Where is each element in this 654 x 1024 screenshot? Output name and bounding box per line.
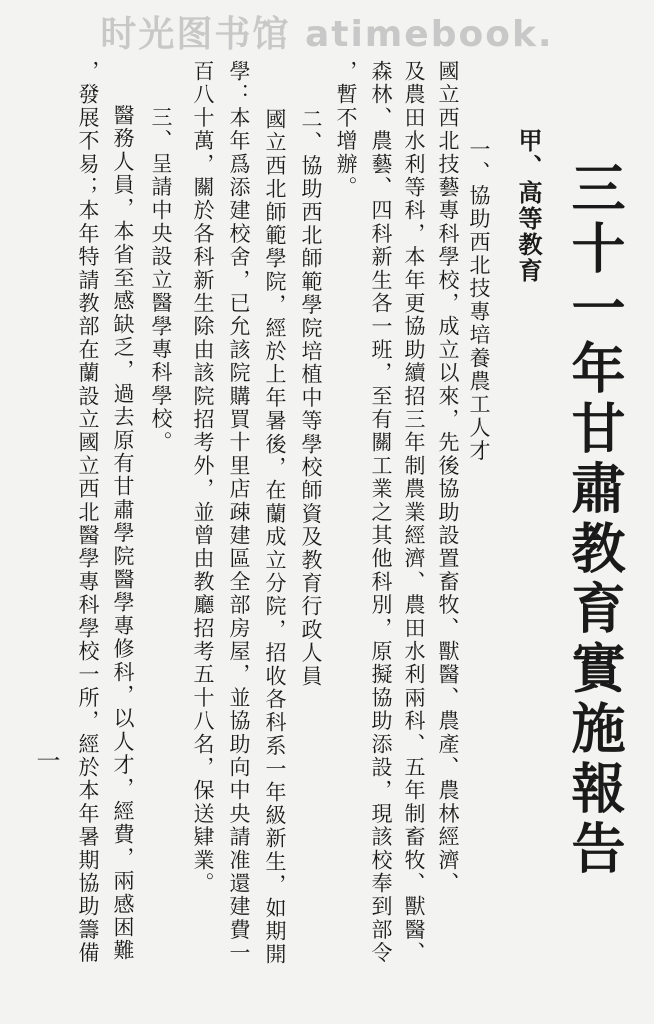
text-column: 二、協助西北師範學院培植中等學校師資及教育行政人員 [299,108,323,688]
text-column: 學：本年爲添建校舍，已允該院購買十里店疎建區全部房屋，並協助向中央請准還建費一 [227,60,251,965]
watermark: 时光图书馆 atimebook. [100,14,554,55]
page-title: 三十一年甘肅教育實施報告 [563,160,627,880]
text-column: 森林、農藝、四科新生各一班，至有關工業之其他科別，原擬協助添設，現該校奉到部令 [369,60,393,965]
text-column: 醫務人員，本省至感缺乏，過去原有甘肅學院醫學專修科，以人才，經費，兩感困難 [111,104,135,963]
text-column: 國立西北師範學院，經於上年暑後，在蘭成立分院，招收各科系一年級新生，如期開 [263,108,287,967]
text-column: 三、呈請中央設立醫學專科學校。 [149,106,173,454]
text-column: 及農田水利等科，本年更協助續招三年制農業經濟、農田水利兩科、五年制畜牧、獸醫、 [402,60,426,965]
section-heading: 甲、高等教育 [514,128,543,284]
text-column: 一、協助西北技專培養農工人才 [467,138,491,463]
text-column: ，發展不易；本年特請教部在蘭設立國立西北醫學專科學校一所，經於本年暑期協助籌備 [76,60,100,965]
page-number: 一 [32,748,60,772]
text-column: 百八十萬，關於各科新生除由該院招考外，並曾由教廳招考五十八名，保送肄業。 [191,60,215,896]
text-column: 國立西北技藝專科學校，成立以來，先後協助設置畜牧、獸醫、農產、農林經濟、 [436,60,460,896]
text-column: ，暫不增辦。 [334,60,358,200]
